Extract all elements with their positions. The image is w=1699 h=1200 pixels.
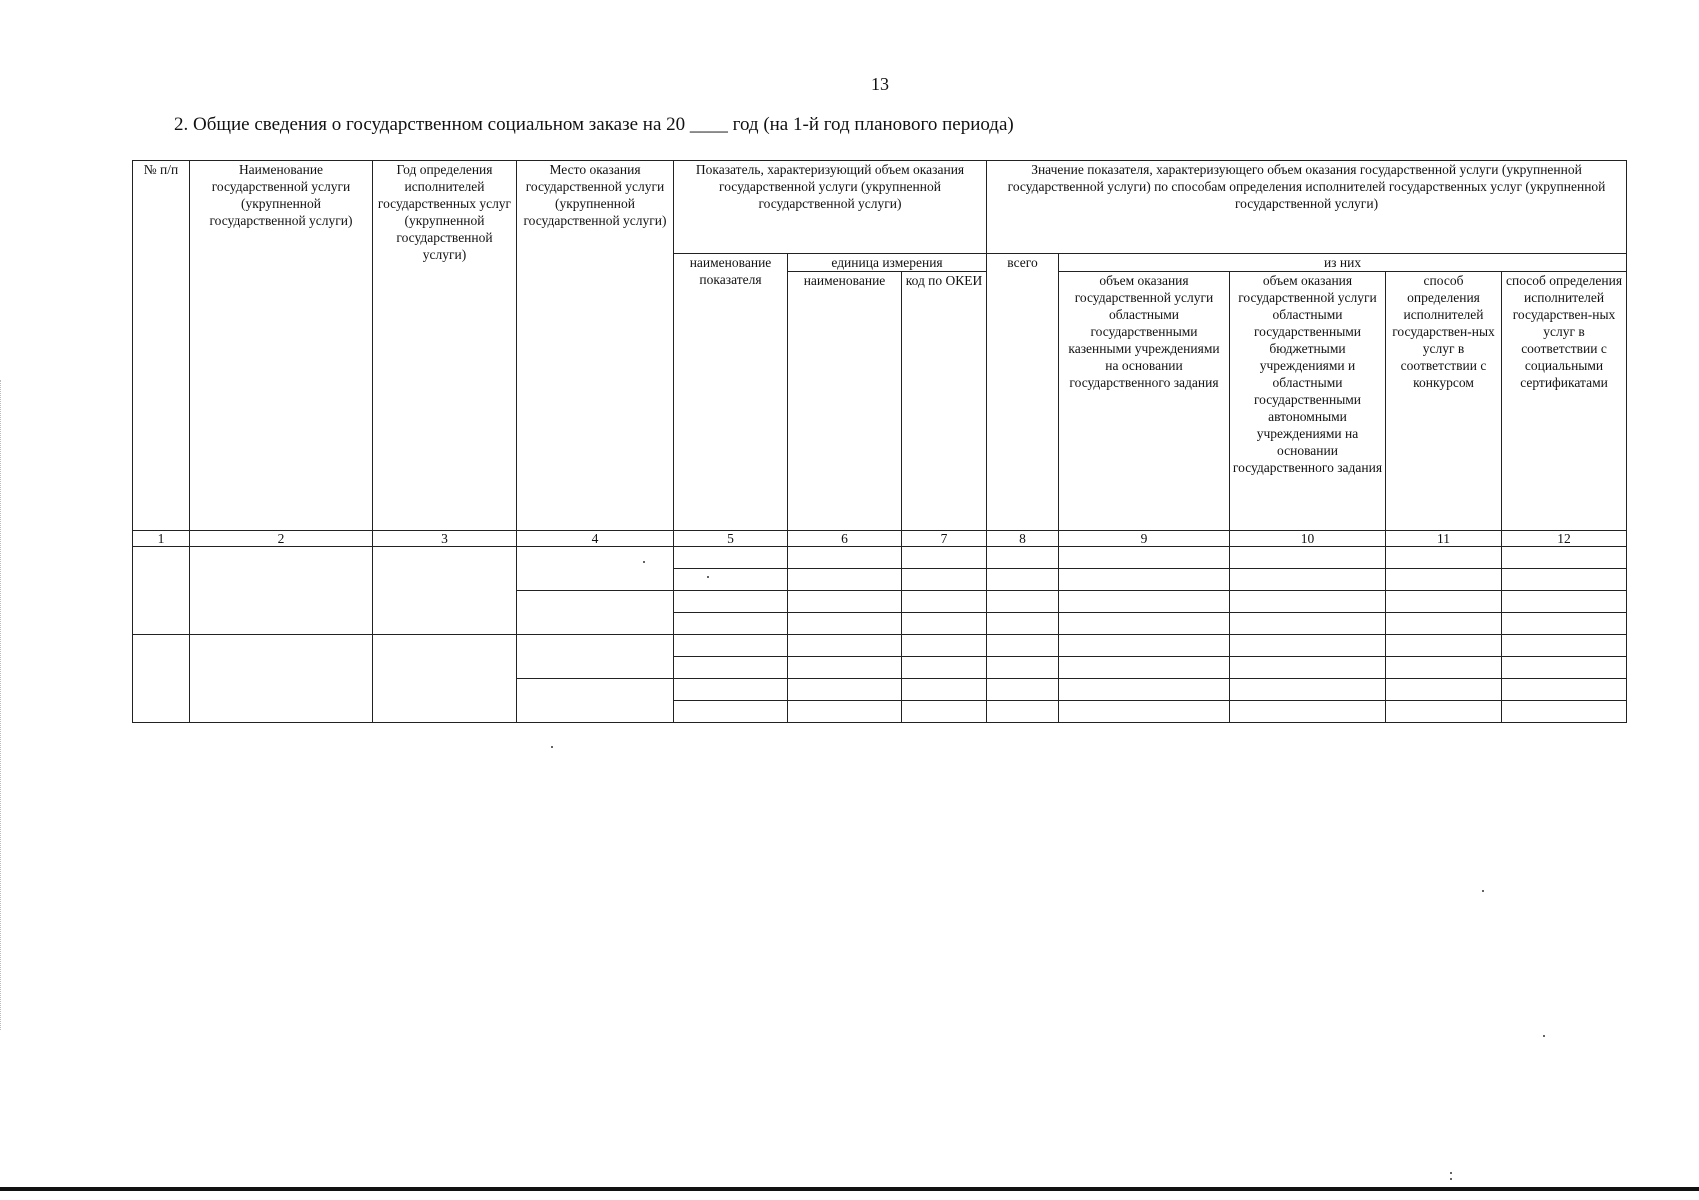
column-number: 9	[1059, 531, 1230, 547]
header-certificate-method: способ определения исполнителей государствен-ных услуг в соответствии с социальными сертификатами	[1502, 272, 1627, 531]
empty-cell[interactable]	[987, 635, 1059, 657]
scan-speck	[1482, 890, 1484, 892]
empty-cell[interactable]	[1059, 701, 1230, 723]
empty-cell[interactable]	[1230, 657, 1386, 679]
empty-cell[interactable]	[1502, 701, 1627, 723]
empty-cell[interactable]	[517, 635, 674, 679]
empty-cell[interactable]	[1230, 613, 1386, 635]
empty-cell[interactable]	[788, 547, 902, 569]
empty-cell[interactable]	[1502, 547, 1627, 569]
header-service-name: Наименование государственной услуги (укрупненной государственной услуги)	[190, 161, 373, 531]
header-col-number: № п/п	[133, 161, 190, 531]
column-number: 3	[373, 531, 517, 547]
header-contest-method: способ определения исполнителей государствен-ных услуг в соответствии с конкурсом	[1386, 272, 1502, 531]
scan-speck	[1543, 1035, 1545, 1037]
empty-cell[interactable]	[788, 569, 902, 591]
page-number: 13	[871, 74, 889, 94]
empty-cell[interactable]	[1230, 701, 1386, 723]
header-indicator-name: наименование показателя	[674, 254, 788, 531]
empty-cell[interactable]	[674, 547, 788, 569]
empty-cell[interactable]	[902, 635, 987, 657]
header-indicator-group: Показатель, характеризующий объем оказания государственной услуги (укрупненной государственной услуги)	[674, 161, 987, 254]
empty-cell[interactable]	[1502, 613, 1627, 635]
empty-cell[interactable]	[1502, 635, 1627, 657]
column-number: 4	[517, 531, 674, 547]
empty-cell[interactable]	[788, 613, 902, 635]
empty-cell[interactable]	[1502, 679, 1627, 701]
scan-bottom-line	[0, 1187, 1699, 1191]
empty-cell[interactable]	[788, 591, 902, 613]
scan-speck	[1450, 1172, 1452, 1174]
scan-speck	[643, 561, 645, 563]
empty-cell[interactable]	[133, 547, 190, 635]
empty-cell[interactable]	[1059, 569, 1230, 591]
empty-cell[interactable]	[987, 701, 1059, 723]
empty-cell[interactable]	[902, 591, 987, 613]
empty-cell[interactable]	[1059, 679, 1230, 701]
empty-cell[interactable]	[902, 547, 987, 569]
header-kazennye-volume: объем оказания государственной услуги областными государственными казенными учреждениями на основании государственного задания	[1059, 272, 1230, 531]
header-place: Место оказания государственной услуги (укрупненной государственной услуги)	[517, 161, 674, 531]
empty-cell[interactable]	[788, 701, 902, 723]
empty-cell[interactable]	[674, 701, 788, 723]
empty-cell[interactable]	[902, 657, 987, 679]
empty-cell[interactable]	[674, 657, 788, 679]
empty-cell[interactable]	[133, 635, 190, 723]
header-value-group: Значение показателя, характеризующего объем оказания государственной услуги (укрупненной государственной услуги) по способам определения исполнителей государственных услуг (укрупненной государственной услуги)	[987, 161, 1627, 254]
empty-cell[interactable]	[1230, 591, 1386, 613]
section-title: 2. Общие сведения о государственном социальном заказе на 20 ____ год (на 1-й год планового периода)	[174, 114, 1014, 135]
empty-cell[interactable]	[788, 657, 902, 679]
empty-cell[interactable]	[674, 635, 788, 657]
empty-cell[interactable]	[1386, 613, 1502, 635]
scan-speck	[707, 576, 709, 578]
empty-cell[interactable]	[902, 679, 987, 701]
empty-cell[interactable]	[1059, 547, 1230, 569]
empty-cell[interactable]	[674, 679, 788, 701]
empty-cell[interactable]	[1386, 701, 1502, 723]
empty-cell[interactable]	[517, 591, 674, 635]
empty-cell[interactable]	[1059, 613, 1230, 635]
table-row	[133, 547, 1627, 569]
column-number: 7	[902, 531, 987, 547]
empty-cell[interactable]	[987, 569, 1059, 591]
empty-cell[interactable]	[1386, 679, 1502, 701]
empty-cell[interactable]	[902, 569, 987, 591]
empty-cell[interactable]	[1502, 657, 1627, 679]
header-total: всего	[987, 254, 1059, 531]
scan-speck	[1450, 1178, 1452, 1180]
empty-cell[interactable]	[1386, 569, 1502, 591]
empty-cell[interactable]	[788, 679, 902, 701]
empty-cell[interactable]	[674, 569, 788, 591]
table-row	[133, 635, 1627, 657]
empty-cell[interactable]	[902, 613, 987, 635]
empty-cell[interactable]	[1230, 547, 1386, 569]
header-year: Год определения исполнителей государственных услуг (укрупненной государственной услуги)	[373, 161, 517, 531]
column-number: 6	[788, 531, 902, 547]
empty-cell[interactable]	[1059, 635, 1230, 657]
empty-cell[interactable]	[1230, 569, 1386, 591]
empty-cell[interactable]	[373, 635, 517, 723]
header-unit-code: код по ОКЕИ	[902, 272, 987, 531]
social-order-table	[132, 160, 1627, 723]
empty-cell[interactable]	[1230, 679, 1386, 701]
empty-cell[interactable]	[674, 591, 788, 613]
empty-cell[interactable]	[517, 679, 674, 723]
empty-cell[interactable]	[987, 657, 1059, 679]
column-number: 5	[674, 531, 788, 547]
empty-cell[interactable]	[1386, 547, 1502, 569]
column-number: 12	[1502, 531, 1627, 547]
header-budget-volume: объем оказания государственной услуги областными государственными бюджетными учреждениями и областными государственными автономными учреждениями на основании государственного задания	[1230, 272, 1386, 531]
empty-cell[interactable]	[1502, 569, 1627, 591]
empty-cell[interactable]	[674, 613, 788, 635]
empty-cell[interactable]	[902, 701, 987, 723]
header-of-which: из них	[1059, 254, 1627, 272]
empty-cell[interactable]	[987, 591, 1059, 613]
empty-cell[interactable]	[987, 547, 1059, 569]
header-unit-group: единица измерения	[788, 254, 987, 272]
scan-speck	[551, 746, 553, 748]
empty-cell[interactable]	[1386, 635, 1502, 657]
header-unit-name: наименование	[788, 272, 902, 531]
empty-cell[interactable]	[517, 547, 674, 591]
empty-cell[interactable]	[987, 613, 1059, 635]
empty-cell[interactable]	[1059, 591, 1230, 613]
empty-cell[interactable]	[190, 635, 373, 723]
empty-cell[interactable]	[1502, 591, 1627, 613]
empty-cell[interactable]	[1059, 657, 1230, 679]
column-number: 2	[190, 531, 373, 547]
empty-cell[interactable]	[190, 547, 373, 635]
scan-edge	[0, 380, 2, 1030]
column-number: 8	[987, 531, 1059, 547]
empty-cell[interactable]	[1386, 657, 1502, 679]
empty-cell[interactable]	[373, 547, 517, 635]
empty-cell[interactable]	[1386, 591, 1502, 613]
empty-cell[interactable]	[987, 679, 1059, 701]
column-number: 11	[1386, 531, 1502, 547]
column-number: 10	[1230, 531, 1386, 547]
empty-cell[interactable]	[1230, 635, 1386, 657]
column-number: 1	[133, 531, 190, 547]
empty-cell[interactable]	[788, 635, 902, 657]
